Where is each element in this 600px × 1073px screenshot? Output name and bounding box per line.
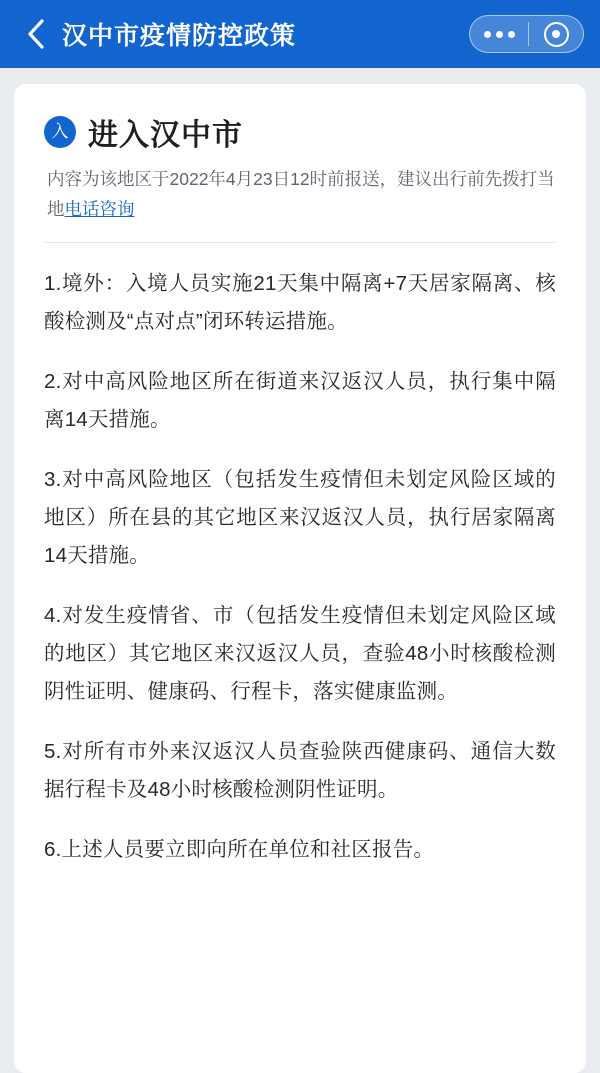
- target-ring: [544, 22, 569, 47]
- list-item: 1.境外：入境人员实施21天集中隔离+7天居家隔离、核酸检测及“点对点”闭环转运措施。: [44, 272, 556, 333]
- page-title: 汉中市疫情防控政策: [62, 22, 297, 50]
- app-header: [0, 0, 600, 68]
- phone-consult-link[interactable]: 电话咨询: [64, 199, 135, 219]
- target-dot: [552, 30, 560, 38]
- card-title: 进入汉中市: [88, 119, 243, 152]
- policy-card: [14, 84, 586, 1073]
- card-divider: [44, 242, 556, 243]
- chevron-left-icon: [25, 17, 47, 51]
- list-item: 4.对发生疫情省、市（包括发生疫情但未划定风险区域的地区）其它地区来汉返汉人员，查验48小时核酸检测阴性证明、健康码、行程卡，落实健康监测。: [44, 604, 556, 703]
- enter-badge-icon: 入: [44, 116, 76, 148]
- target-circle-icon[interactable]: [529, 16, 583, 52]
- card-header: [44, 110, 556, 154]
- card-subtitle-text: 内容为该地区于2022年4月23日12时前报送，建议出行前先拨打当地: [47, 169, 555, 219]
- card-subtitle: [44, 164, 556, 224]
- more-dots-icon[interactable]: [470, 16, 528, 52]
- policy-list: [44, 265, 556, 869]
- list-item: 3.对中高风险地区（包括发生疫情但未划定风险区域的地区）所在县的其它地区来汉返汉人员，执行居家隔离14天措施。: [44, 468, 556, 567]
- list-item: 5.对所有市外来汉返汉人员查验陕西健康码、通信大数据行程卡及48小时核酸检测阴性证明。: [44, 740, 556, 801]
- dot: [496, 31, 503, 38]
- list-item: 6.上述人员要立即向所在单位和社区报告。: [44, 838, 435, 861]
- page-content: [0, 68, 600, 1073]
- dot: [508, 31, 515, 38]
- list-item: 2.对中高风险地区所在街道来汉返汉人员，执行集中隔离14天措施。: [44, 370, 556, 431]
- dot: [484, 31, 491, 38]
- header-actions: [469, 15, 584, 53]
- back-button[interactable]: [16, 12, 56, 56]
